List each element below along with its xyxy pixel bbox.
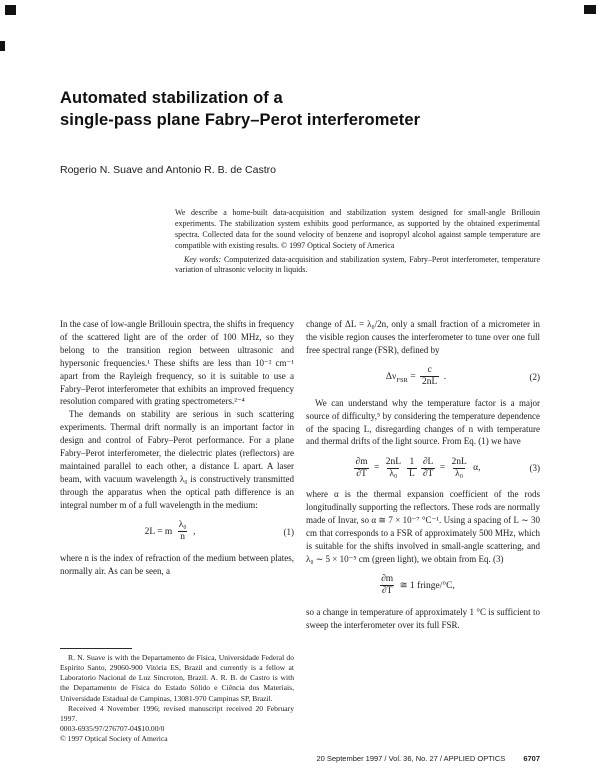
abstract-text: We describe a home-built data-acquisition and stabilization system designed for small-angle Brillouin experiments. The stabilization system exhibits good performance, as supported by the obtained experimental spectra. Collected data for the sound velocity of benzene and isopropyl alcohol against sample temperature are compatible with existing results. © 1997 Optical Society of America [175,208,540,250]
equation-2-body: Δν FSR = $\frac{c}{2nL}$ . [385,365,447,388]
body-columns [60,318,540,744]
equation-3-body: $\frac{\partial m}{\partial T}$ = $\frac{2nL}{\text{λ₀}}$ $\frac{1}{L}$ $\frac{\partial L}{\partial T}$ = $\frac{2nL}{\text{λ₀}}$ α, [355,456,481,479]
equation-2 [306,365,540,389]
right-paragraph-3: where α is the thermal expansion coefficient of the rods longitudinally supporting the reflectors. These rods are normally made of Invar, so α ≅ 7 × 10⁻⁷ °C⁻¹. Using a spacing of L ∼ 30 cm that corresponds to a FSR of approximately 500 MHz, which is suitable for the shifts involved in small-angle scattering, and λ₀ ∼ 5 × 10⁻⁵ cm (green light), we obtain from Eq. (3) [306,489,540,564]
footnote-received: Received 4 November 1996; revised manuscript received 20 February 1997. [60,703,294,723]
keywords-line [175,255,540,277]
right-paragraph-1: change of ΔL = λ₀/2n, only a small fraction of a micrometer in the visible region causes the interferometer to tune over one full free spectral range (FSR), defined by [306,319,540,355]
keywords-label: Key words: [184,254,222,264]
right-paragraph-2: We can understand why the temperature factor is a major source of difficulty,⁵ by considering the temperature dependence of the spacing L, disregarding changes of n with temperature and thermal drifts of the light source. From Eq. (1) we have [306,397,540,447]
paper-header [60,88,540,176]
footnote [60,648,294,744]
equation-4-unnumbered [306,574,526,598]
page-number: 6707 [523,754,540,763]
title-line-1: Automated stabilization of a [60,89,283,107]
equation-3-number: (3) [529,463,540,474]
authors: Rogerio N. Suave and Antonio R. B. de Castro [60,163,276,176]
scan-mark-top-left-icon [5,5,16,15]
title-line-2: single-pass plane Fabry–Perot interferometer [60,110,421,129]
left-paragraph-2: The demands on stability are serious in such scattering experiments. Thermal drift normally is an important factor in design and control of Fabry–Perot performance. For a plane Fabry–Perot interferometer, the dielectric plates (reflectors) are maintained parallel to each other, a distance L apart. A laser beam, with vacuum wavelength λ₀ is constructively transmitted through the apparatus when the optical path difference is an integral number m of a full wavelength in the medium: [60,409,294,510]
footnote-copyright: © 1997 Optical Society of America [60,733,168,743]
left-paragraph-3: where n is the index of refraction of the medium between plates, normally air. As can be seen, a [60,552,294,576]
footnote-doc-code: 0003-6935/97/276707-04$10.00/0 [60,723,165,733]
right-paragraph-4: so a change in temperature of approximately 1 °C is sufficient to sweep the interferometer over its full FSR. [306,606,540,630]
equation-1-body: 2L = m $\frac{\text{λ₀}}{n}$ , [144,520,196,543]
page-footer [316,754,540,763]
left-column [60,318,294,744]
scan-mark-top-right-icon [584,5,596,14]
abstract [175,208,540,276]
journal-line: 20 September 1997 / Vol. 36, No. 27 / APPLIED OPTICS [316,754,506,763]
right-column [306,318,540,744]
equation-4-body: $\frac{\partial m}{\partial T}$ ≅ 1 fringe/°C, [381,574,455,597]
equation-2-number: (2) [529,371,540,382]
scan-mark-left-edge-icon [0,41,5,51]
left-paragraph-1: In the case of low-angle Brillouin spectra, the shifts in frequency of the scattered light are of the order of 100 MHz, so they belong to the transition region between ultrasonic and hypersonic frequencies.¹ These shifts are less than 10⁻² cm⁻¹ apart from the Rayleigh frequency, so it is suitable to use a Fabry–Perot interferometer that exhibits an improved frequency resolution compared with grating spectrometers.²⁻⁴ [60,319,294,407]
equation-3 [306,456,540,480]
paper-title [60,88,540,132]
equation-1-number: (1) [283,526,294,537]
equation-1 [60,520,294,544]
footnote-rule [60,648,132,649]
keywords-text: Computerized data-acquisition and stabilization system, Fabry–Perot interferometer, temperature variation of ultrasonic velocity in liquids. [175,254,541,275]
footnote-affiliation: R. N. Suave is with the Departamento de Física, Universidade Federal do Espírito Santo, 29060-900 Vitória ES, Brazil and currently is a fellow at Laboratorio Nacional de Luz Síncroton, Brazil. A. R. B. de Castro is with the Departamento de Física do Estado Sólido e Ciência dos Materiais, Universidade Estadual de Campinas, 13081-970 Campinas SP, Brazil. [60,653,294,703]
